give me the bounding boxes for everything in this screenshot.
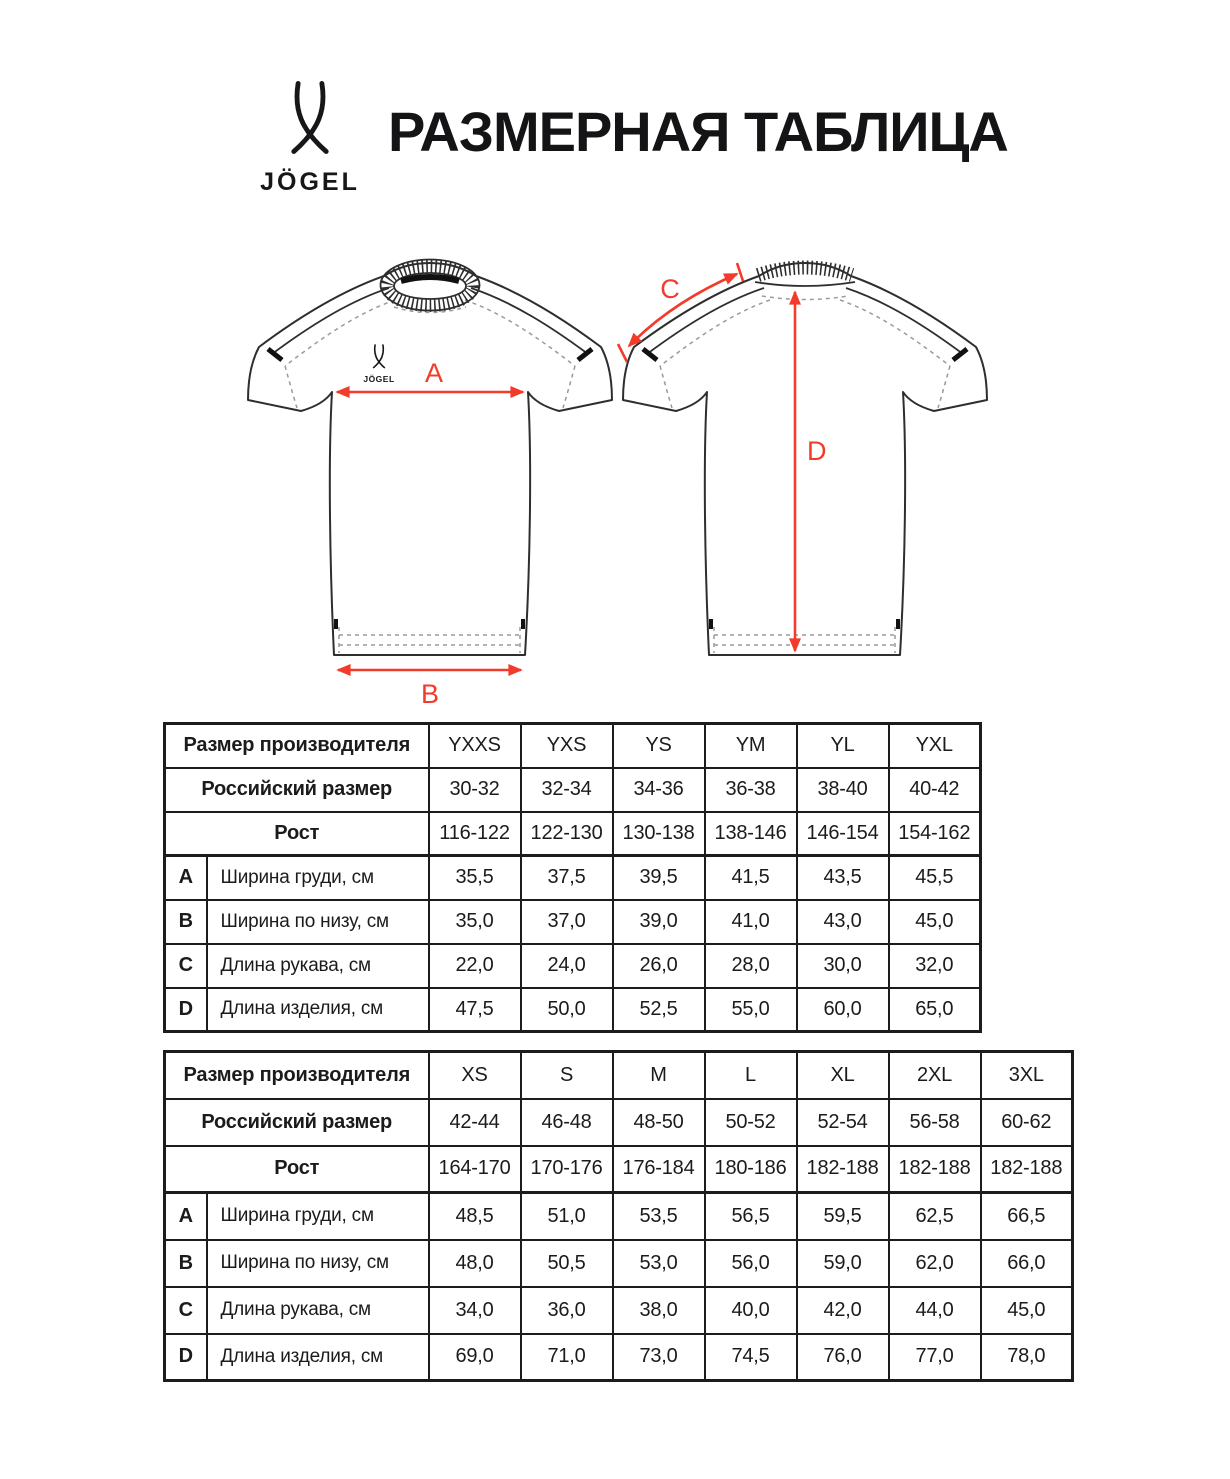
value-cell: 45,0 — [981, 1287, 1073, 1334]
value-cell: 56,0 — [705, 1240, 797, 1287]
brand-logo — [240, 80, 380, 197]
value-cell: 56-58 — [889, 1099, 981, 1146]
value-cell: 50-52 — [705, 1099, 797, 1146]
dimension-label-c: C — [660, 274, 680, 304]
value-cell: YM — [705, 724, 797, 768]
value-cell: 24,0 — [521, 944, 613, 988]
value-cell: 36-38 — [705, 768, 797, 812]
row-header-cell: Размер производителя — [165, 724, 429, 768]
value-cell: 59,5 — [797, 1193, 889, 1240]
hem-width-arrow — [338, 670, 521, 709]
value-cell: 52-54 — [797, 1099, 889, 1146]
value-cell: S — [521, 1052, 613, 1099]
value-cell: 130-138 — [613, 812, 705, 856]
tshirt-measurement-diagram — [140, 245, 1090, 720]
value-cell: 36,0 — [521, 1287, 613, 1334]
value-cell: 32,0 — [889, 944, 981, 988]
table-row — [165, 768, 981, 812]
value-cell: 50,5 — [521, 1240, 613, 1287]
value-cell: 48,5 — [429, 1193, 521, 1240]
table-row — [165, 856, 981, 900]
table-row — [165, 1052, 1073, 1099]
front-shirt-diagram — [248, 260, 612, 710]
value-cell: YXS — [521, 724, 613, 768]
measure-label-cell: Ширина по низу, см — [207, 1240, 429, 1287]
measure-label-cell: Длина изделия, см — [207, 1334, 429, 1381]
value-cell: 38-40 — [797, 768, 889, 812]
value-cell: 138-146 — [705, 812, 797, 856]
value-cell: 42-44 — [429, 1099, 521, 1146]
table-row — [165, 988, 981, 1032]
value-cell: 37,0 — [521, 900, 613, 944]
table-row — [165, 812, 981, 856]
value-cell: 30-32 — [429, 768, 521, 812]
measure-label-cell: Ширина груди, см — [207, 1193, 429, 1240]
value-cell: 60-62 — [981, 1099, 1073, 1146]
value-cell: 56,5 — [705, 1193, 797, 1240]
table-row — [165, 1146, 1073, 1193]
measure-label-cell: Длина рукава, см — [207, 1287, 429, 1334]
value-cell: 146-154 — [797, 812, 889, 856]
value-cell: XL — [797, 1052, 889, 1099]
letter-cell: D — [165, 1334, 207, 1381]
row-header-cell: Рост — [165, 812, 429, 856]
value-cell: 78,0 — [981, 1334, 1073, 1381]
letter-cell: A — [165, 1193, 207, 1240]
value-cell: 43,5 — [797, 856, 889, 900]
value-cell: 22,0 — [429, 944, 521, 988]
row-header-cell: Рост — [165, 1146, 429, 1193]
value-cell: YXXS — [429, 724, 521, 768]
value-cell: 51,0 — [521, 1193, 613, 1240]
value-cell: YL — [797, 724, 889, 768]
measure-label-cell: Ширина по низу, см — [207, 900, 429, 944]
value-cell: 180-186 — [705, 1146, 797, 1193]
value-cell: 73,0 — [613, 1334, 705, 1381]
value-cell: 55,0 — [705, 988, 797, 1032]
value-cell: 76,0 — [797, 1334, 889, 1381]
value-cell: 46-48 — [521, 1099, 613, 1146]
size-table-youth — [163, 722, 982, 1033]
letter-cell: D — [165, 988, 207, 1032]
value-cell: 40,0 — [705, 1287, 797, 1334]
jogel-logo-icon — [283, 80, 337, 156]
value-cell: 35,5 — [429, 856, 521, 900]
value-cell: 182-188 — [981, 1146, 1073, 1193]
letter-cell: C — [165, 1287, 207, 1334]
value-cell: 44,0 — [889, 1287, 981, 1334]
value-cell: 52,5 — [613, 988, 705, 1032]
size-table-adult — [163, 1050, 1074, 1382]
value-cell: 41,5 — [705, 856, 797, 900]
value-cell: 48-50 — [613, 1099, 705, 1146]
value-cell: 34,0 — [429, 1287, 521, 1334]
page-title: РАЗМЕРНАЯ ТАБЛИЦА — [388, 100, 1008, 163]
measure-label-cell: Ширина груди, см — [207, 856, 429, 900]
value-cell: 60,0 — [797, 988, 889, 1032]
value-cell: 30,0 — [797, 944, 889, 988]
value-cell: 37,5 — [521, 856, 613, 900]
value-cell: 45,5 — [889, 856, 981, 900]
value-cell: 45,0 — [889, 900, 981, 944]
value-cell: 62,0 — [889, 1240, 981, 1287]
row-header-cell: Российский размер — [165, 768, 429, 812]
value-cell: 34-36 — [613, 768, 705, 812]
value-cell: 116-122 — [429, 812, 521, 856]
value-cell: L — [705, 1052, 797, 1099]
value-cell: 164-170 — [429, 1146, 521, 1193]
value-cell: 66,0 — [981, 1240, 1073, 1287]
table-row — [165, 1287, 1073, 1334]
value-cell: 28,0 — [705, 944, 797, 988]
letter-cell: C — [165, 944, 207, 988]
table-row — [165, 1193, 1073, 1240]
letter-cell: B — [165, 900, 207, 944]
row-header-cell: Размер производителя — [165, 1052, 429, 1099]
value-cell: 38,0 — [613, 1287, 705, 1334]
value-cell: 182-188 — [797, 1146, 889, 1193]
value-cell: 170-176 — [521, 1146, 613, 1193]
value-cell: 74,5 — [705, 1334, 797, 1381]
dimension-label-d: D — [807, 436, 827, 466]
value-cell: 65,0 — [889, 988, 981, 1032]
dimension-label-b: B — [420, 679, 440, 709]
value-cell: 48,0 — [429, 1240, 521, 1287]
brand-wordmark: JÖGEL — [260, 168, 360, 196]
value-cell: YXL — [889, 724, 981, 768]
table-row — [165, 900, 981, 944]
value-cell: 62,5 — [889, 1193, 981, 1240]
value-cell: 53,0 — [613, 1240, 705, 1287]
dimension-label-a: A — [424, 358, 444, 388]
value-cell: 69,0 — [429, 1334, 521, 1381]
letter-cell: A — [165, 856, 207, 900]
value-cell: 50,0 — [521, 988, 613, 1032]
measure-label-cell: Длина рукава, см — [207, 944, 429, 988]
value-cell: 66,5 — [981, 1193, 1073, 1240]
value-cell: 47,5 — [429, 988, 521, 1032]
value-cell: 53,5 — [613, 1193, 705, 1240]
value-cell: 182-188 — [889, 1146, 981, 1193]
value-cell: 77,0 — [889, 1334, 981, 1381]
value-cell: 35,0 — [429, 900, 521, 944]
measure-label-cell: Длина изделия, см — [207, 988, 429, 1032]
value-cell: 39,0 — [613, 900, 705, 944]
value-cell: XS — [429, 1052, 521, 1099]
value-cell: 3XL — [981, 1052, 1073, 1099]
back-shirt-diagram — [618, 263, 987, 655]
value-cell: 32-34 — [521, 768, 613, 812]
table-row — [165, 1334, 1073, 1381]
table-row — [165, 1099, 1073, 1146]
value-cell: 122-130 — [521, 812, 613, 856]
shirt-chest-logo-text: JÖGEL — [363, 374, 395, 384]
value-cell: 42,0 — [797, 1287, 889, 1334]
value-cell: 41,0 — [705, 900, 797, 944]
value-cell: 176-184 — [613, 1146, 705, 1193]
row-header-cell: Российский размер — [165, 1099, 429, 1146]
value-cell: 2XL — [889, 1052, 981, 1099]
value-cell: M — [613, 1052, 705, 1099]
value-cell: 26,0 — [613, 944, 705, 988]
value-cell: 154-162 — [889, 812, 981, 856]
value-cell: YS — [613, 724, 705, 768]
value-cell: 59,0 — [797, 1240, 889, 1287]
table-row — [165, 1240, 1073, 1287]
value-cell: 71,0 — [521, 1334, 613, 1381]
value-cell: 40-42 — [889, 768, 981, 812]
table-row — [165, 944, 981, 988]
value-cell: 43,0 — [797, 900, 889, 944]
letter-cell: B — [165, 1240, 207, 1287]
table-row — [165, 724, 981, 768]
value-cell: 39,5 — [613, 856, 705, 900]
